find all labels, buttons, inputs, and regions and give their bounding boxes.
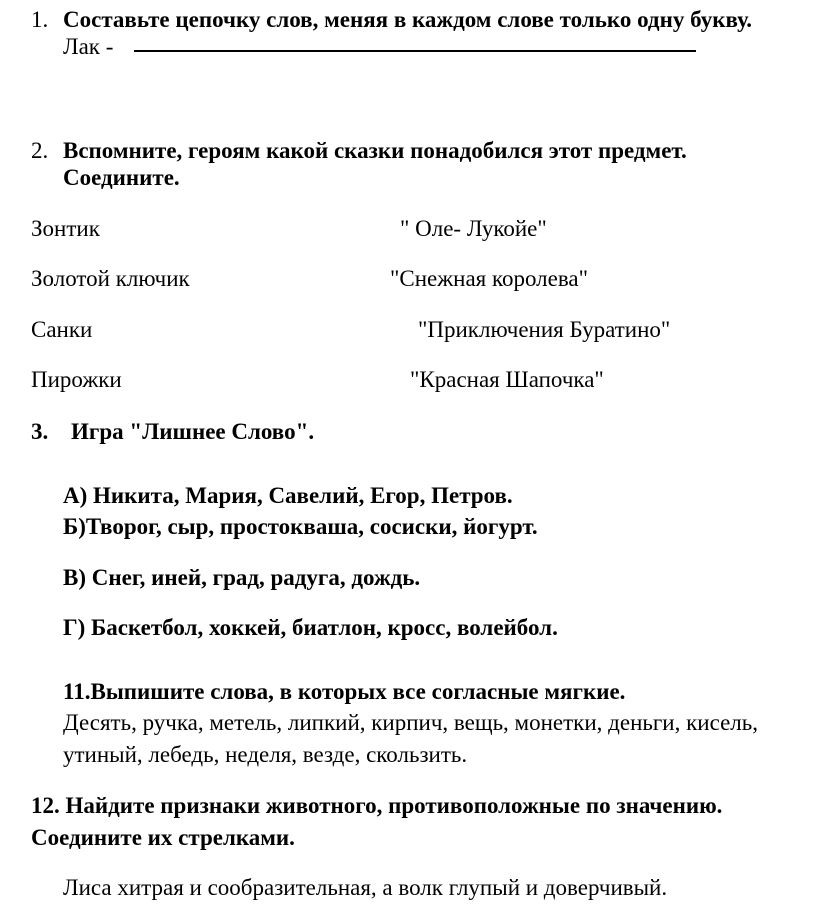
task2-item: Пирожки [31, 367, 122, 392]
task3-row: А) Никита, Мария, Савелий, Егор, Петров. [63, 483, 513, 508]
task2-item: Зонтик [31, 216, 100, 241]
task3-row: Б)Творог, сыр, простокваша, сосиски, йогурт. [63, 514, 538, 539]
task12-sentence: Лиса хитрая и сообразительная, а волк глупый и доверчивый. [63, 875, 668, 900]
task3-row: Г) Баскетбол, хоккей, биатлон, кросс, волейбол. [63, 615, 558, 640]
task2-item: Санки [31, 317, 93, 342]
task1-number: 1. [31, 7, 49, 32]
task2-instruction-line2: Соедините. [63, 165, 180, 190]
task12-title-line2: Соедините их стрелками. [31, 825, 295, 850]
task2-tale: "Красная Шапочка" [410, 367, 604, 392]
task2-number: 2. [31, 138, 49, 163]
task2-tale: "Приключения Буратино" [418, 317, 671, 342]
task3-title: Игра "Лишнее Слово". [71, 419, 315, 444]
task11-line2: утиный, лебедь, неделя, везде, скользить. [63, 742, 468, 767]
task3-row: В) Снег, иней, град, радуга, дождь. [63, 565, 421, 590]
task1-start-word: Лак - [63, 34, 114, 59]
task12-title-line1: 12. Найдите признаки животного, противоположные по значению. [31, 793, 723, 818]
task2-tale: " Оле- Лукойе" [400, 216, 547, 241]
task11-title: 11.Выпишите слова, в которых все согласные мягкие. [63, 679, 626, 704]
task2-instruction-line1: Вспомните, героям какой сказки понадобился этот предмет. [63, 138, 687, 163]
task1-instruction: Составьте цепочку слов, меняя в каждом слове только одну букву. [63, 7, 753, 32]
task2-tale: "Снежная королева" [390, 266, 589, 291]
task11-line1: Десять, ручка, метель, липкий, кирпич, вещь, монетки, деньги, кисель, [63, 710, 759, 735]
task3-number: 3. [31, 419, 49, 444]
task2-item: Золотой ключик [31, 266, 190, 291]
task1-answer-line[interactable] [134, 50, 696, 52]
